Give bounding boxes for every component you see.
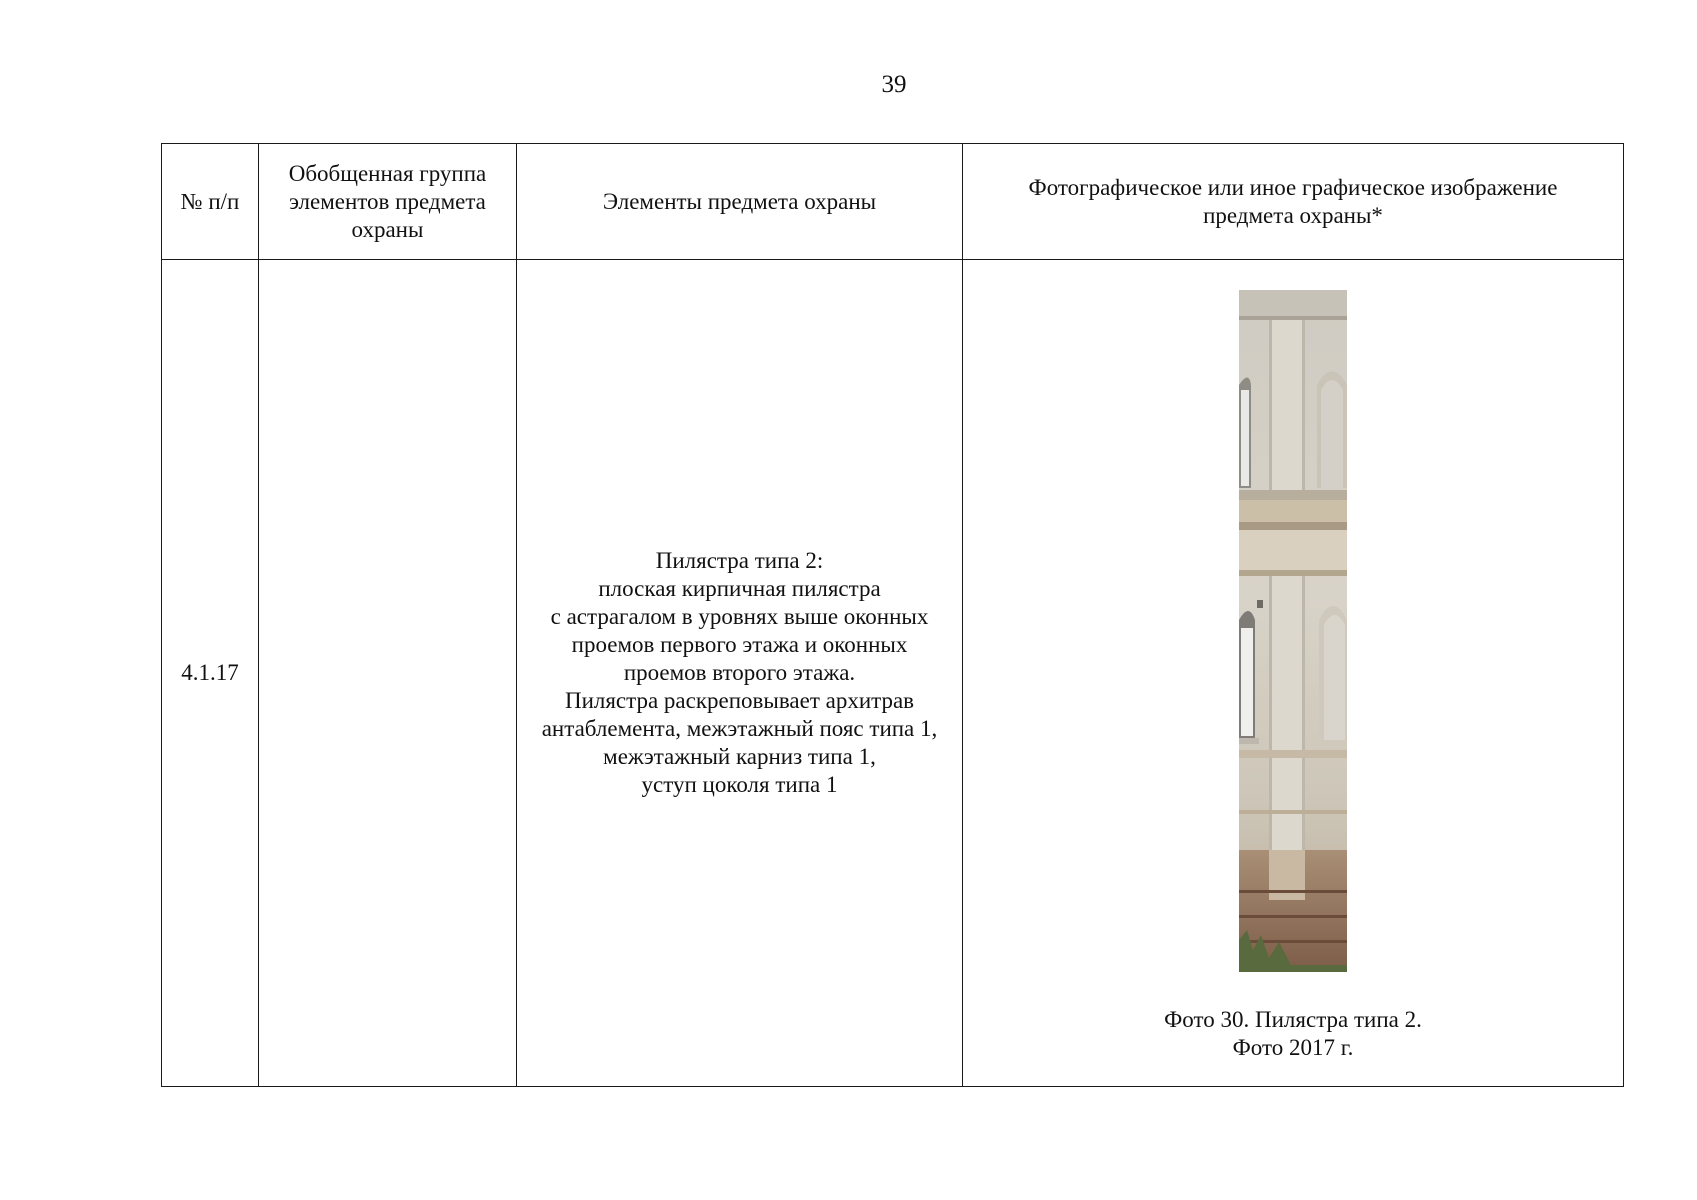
header-num xyxy=(162,144,259,260)
header-elements xyxy=(517,144,963,260)
header-group-line: охраны xyxy=(351,216,424,242)
elements-line: Пилястра типа 2: xyxy=(655,548,824,573)
row-num: 4.1.17 xyxy=(181,660,239,685)
photo-wrapper xyxy=(963,290,1623,972)
elements-line: межэтажный карниз типа 1, xyxy=(603,744,876,769)
row-photo-cell xyxy=(963,260,1624,1087)
header-photo-line: Фотографическое или иное графическое изображение xyxy=(1028,174,1558,200)
header-group xyxy=(259,144,517,260)
table-row xyxy=(162,260,1624,1087)
photo-caption xyxy=(963,1006,1623,1062)
pilaster-photo xyxy=(1239,290,1347,972)
header-num-label: № п/п xyxy=(180,188,240,214)
elements-line: плоская кирпичная пилястра xyxy=(598,576,881,601)
elements-line: Пилястра раскреповывает архитрав xyxy=(564,688,915,713)
header-photo-line: предмета охраны* xyxy=(1203,202,1383,228)
header-group-line: Обобщенная группа xyxy=(288,160,487,186)
row-elements-cell xyxy=(517,260,963,1087)
photo-caption-line: Фото 30. Пилястра типа 2. xyxy=(1164,1007,1422,1032)
table-header-row xyxy=(162,144,1624,260)
elements-line: с астрагалом в уровнях выше оконных xyxy=(550,604,929,629)
row-num-cell xyxy=(162,260,259,1087)
header-elements-label: Элементы предмета охраны xyxy=(602,188,877,214)
elements-line: уступ цоколя типа 1 xyxy=(641,772,838,797)
pilaster-photo-image xyxy=(1239,290,1347,972)
row-group-cell xyxy=(259,260,517,1087)
header-group-line: элементов предмета xyxy=(289,188,486,214)
header-photo xyxy=(963,144,1624,260)
elements-line: проемов первого этажа и оконных xyxy=(571,632,908,657)
photo-caption-line: Фото 2017 г. xyxy=(1232,1035,1354,1060)
protection-table xyxy=(161,143,1624,1087)
page-number: 39 xyxy=(881,71,907,98)
elements-line: антаблемента, межэтажный пояс типа 1, xyxy=(541,716,938,741)
elements-line: проемов второго этажа. xyxy=(623,660,856,685)
